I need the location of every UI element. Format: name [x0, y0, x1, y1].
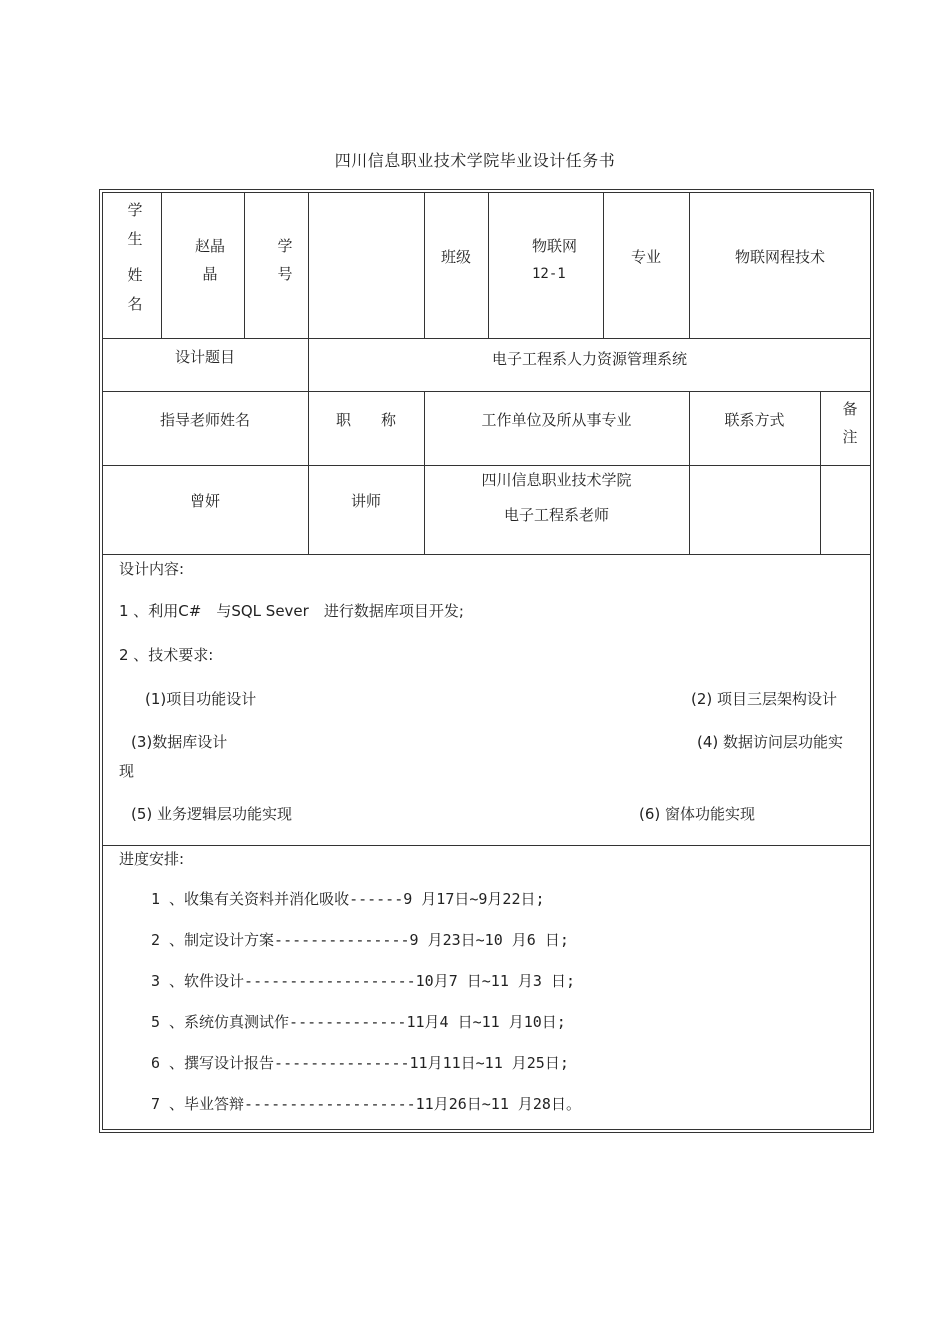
col-divider — [820, 391, 821, 554]
row-divider — [102, 338, 871, 339]
schedule-item: 3 、软件设计-------------------10月7 日~11 月3 日; — [151, 972, 575, 990]
requirement-1: (1)项目功能设计 — [145, 690, 257, 708]
schedule-item: 7 、毕业答辩-------------------11月26日~11 月28日。 — [151, 1095, 581, 1113]
topic-label: 设计题目 — [174, 348, 235, 366]
requirement-4-wrap: 现 — [119, 762, 135, 780]
class-value: 物联网 12-1 — [532, 237, 578, 282]
col-divider — [308, 192, 309, 338]
requirement-3: (3)数据库设计 — [131, 733, 228, 751]
document-title: 四川信息职业技术学院毕业设计任务书 — [334, 151, 616, 170]
advisor-unit-header: 工作单位及所从事专业 — [481, 411, 632, 429]
student-name-value: 赵晶 晶 — [194, 237, 225, 283]
requirement-5: (5) 业务逻辑层功能实现 — [131, 805, 293, 823]
student-id-label: 学 号 — [277, 237, 293, 283]
requirement-2: (2) 项目三层架构设计 — [691, 690, 838, 708]
advisor-contact-header: 联系方式 — [724, 411, 785, 429]
schedule-item: 1 、收集有关资料并消化吸收------9 月17日~9月22日; — [151, 890, 545, 908]
col-divider — [488, 192, 489, 338]
major-label: 专业 — [630, 248, 661, 266]
student-name-label: 学 生 姓 名 — [127, 201, 143, 313]
advisor-title-header: 职 称 — [335, 411, 396, 429]
row-divider — [102, 554, 871, 555]
content-item-2: 2 、技术要求: — [119, 646, 214, 664]
advisor-title: 讲师 — [350, 492, 381, 510]
col-divider — [308, 338, 309, 554]
schedule-item: 2 、制定设计方案---------------9 月23日~10 月6 日; — [151, 931, 569, 949]
row-divider — [102, 465, 871, 466]
schedule-item: 5 、系统仿真测试作-------------11月4 日~11 月10日; — [151, 1013, 566, 1031]
schedule-label: 进度安排: — [119, 850, 185, 868]
topic-value: 电子工程系人力资源管理系统 — [491, 350, 687, 368]
requirement-6: (6) 窗体功能实现 — [639, 805, 756, 823]
row-divider — [102, 845, 871, 846]
requirement-4: (4) 数据访问层功能实 — [697, 733, 844, 751]
col-divider — [161, 192, 162, 338]
advisor-unit: 四川信息职业技术学院 电子工程系老师 — [481, 471, 632, 524]
remark-header: 备 注 — [842, 400, 858, 446]
row-divider — [102, 391, 871, 392]
content-label: 设计内容: — [119, 560, 185, 578]
content-item-1: 1 、利用C# 与SQL Sever 进行数据库项目开发; — [119, 602, 464, 620]
class-label: 班级 — [440, 248, 471, 266]
major-value: 物联网程技术 — [734, 248, 825, 266]
schedule-item: 6 、撰写设计报告---------------11月11日~11 月25日; — [151, 1054, 569, 1072]
advisor-name-header: 指导老师姓名 — [159, 411, 250, 429]
advisor-name: 曾妍 — [189, 492, 220, 510]
